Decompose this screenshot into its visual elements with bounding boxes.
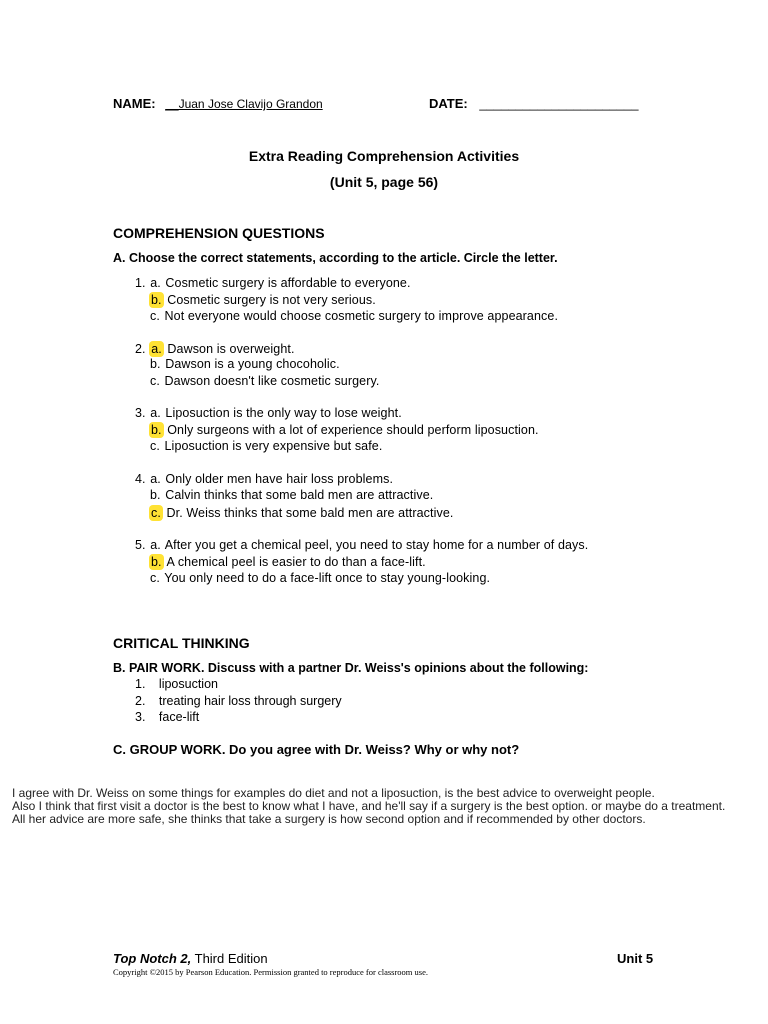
option-text: Not everyone would choose cosmetic surgery to improve appearance. [160, 308, 559, 323]
discussion-item [135, 677, 218, 691]
discussion-item [135, 710, 199, 724]
footer-copyright: Copyright ©2015 by Pearson Education. Permission granted to reproduce for classroom use. [113, 967, 428, 977]
name-value: __Juan Jose Clavijo Grandon [165, 97, 323, 111]
option-letter[interactable]: c. [150, 438, 160, 453]
question-option [135, 472, 393, 486]
footer-book [113, 951, 268, 966]
footer-unit: Unit 5 [617, 951, 654, 966]
discussion-item [135, 694, 342, 708]
question-option [149, 488, 433, 502]
option-text: Cosmetic surgery is affordable to everyone. [161, 276, 411, 290]
answer-line: Also I think that first visit a doctor is the best to know what I have, and he'll say if a surgery is the best option. or maybe do a treatment. [12, 799, 726, 813]
option-letter[interactable]: a. [150, 276, 161, 290]
option-text: Liposuction is very expensive but safe. [160, 438, 383, 453]
question-option [149, 292, 376, 308]
page-title: Extra Reading Comprehension Activities [248, 148, 520, 164]
option-text: Dawson doesn't like cosmetic surgery. [160, 373, 380, 388]
option-letter-circled[interactable]: b. [151, 555, 162, 570]
option-text: After you get a chemical peel, you need to stay home for a number of days. [161, 538, 589, 552]
question-option [149, 505, 453, 521]
question-option [149, 571, 490, 585]
discussion-item-number: 3. [135, 710, 146, 724]
question-option [149, 422, 539, 438]
question-number: 5. [135, 538, 150, 552]
comprehension-heading: COMPREHENSION QUESTIONS [113, 225, 325, 241]
book-edition: Third Edition [191, 951, 268, 966]
page-subtitle: (Unit 5, page 56) [329, 174, 439, 190]
option-text: Calvin thinks that some bald men are attractive. [161, 488, 434, 503]
name-label: NAME: [113, 96, 156, 111]
question-option [149, 439, 382, 453]
comprehension-instruction: A. Choose the correct statements, according to the article. Circle the letter. [113, 251, 558, 265]
question-number: 3. [135, 406, 150, 420]
question-option [135, 276, 411, 290]
option-text: Only older men have hair loss problems. [161, 472, 394, 486]
question-option [149, 309, 558, 323]
option-text: Liposuction is the only way to lose weight. [161, 406, 402, 420]
question-number: 4. [135, 472, 150, 486]
book-title: Top Notch 2, [113, 951, 192, 966]
option-letter[interactable]: a. [150, 538, 161, 552]
option-letter[interactable]: b. [150, 357, 161, 372]
discussion-item-number: 2. [135, 694, 146, 708]
name-row [113, 96, 323, 111]
option-letter[interactable]: c. [150, 373, 160, 388]
option-letter[interactable]: a. [150, 472, 161, 486]
pair-work-instruction: B. PAIR WORK. Discuss with a partner Dr. Weiss's opinions about the following: [113, 661, 589, 675]
discussion-item-text: face-lift [158, 710, 200, 724]
option-letter-circled[interactable]: c. [151, 505, 161, 520]
option-text: You only need to do a face-lift once to stay young-looking. [160, 570, 491, 585]
discussion-item-text: treating hair loss through surgery [158, 694, 342, 708]
option-letter[interactable]: c. [150, 308, 160, 323]
date-row [429, 96, 638, 111]
option-letter-circled[interactable]: a. [151, 342, 162, 356]
discussion-item-text: liposuction [158, 677, 218, 691]
group-work-instruction: C. GROUP WORK. Do you agree with Dr. Weiss? Why or why not? [113, 742, 520, 757]
answer-line: All her advice are more safe, she thinks that take a surgery is how second option and if recommended by other doctors. [12, 812, 646, 826]
option-letter-circled[interactable]: b. [151, 423, 162, 438]
option-text: Only surgeons with a lot of experience should perform liposuction. [163, 423, 539, 438]
option-letter[interactable]: a. [150, 406, 161, 420]
question-option [149, 374, 379, 388]
option-text: Dawson is a young chocoholic. [161, 357, 340, 372]
question-number: 2. [135, 342, 150, 356]
question-option [149, 357, 340, 371]
question-option [135, 538, 588, 552]
answer-line: I agree with Dr. Weiss on some things for examples do diet and not a liposuction, is the best advice to overweight people. [12, 786, 655, 800]
option-letter-circled[interactable]: b. [151, 293, 162, 308]
critical-heading: CRITICAL THINKING [113, 635, 250, 651]
question-number: 1. [135, 276, 150, 290]
date-value: ______________________ [479, 96, 639, 111]
question-option [135, 341, 295, 357]
date-label: DATE: [429, 96, 468, 111]
option-letter[interactable]: b. [150, 488, 161, 503]
option-text: Cosmetic surgery is not very serious. [163, 293, 376, 308]
discussion-item-number: 1. [135, 677, 146, 691]
option-text: Dawson is overweight. [163, 342, 295, 356]
question-option [135, 406, 402, 420]
option-text: A chemical peel is easier to do than a face-lift. [163, 555, 426, 570]
option-letter[interactable]: c. [150, 570, 160, 585]
question-option [149, 554, 426, 570]
option-text: Dr. Weiss thinks that some bald men are attractive. [162, 505, 454, 520]
